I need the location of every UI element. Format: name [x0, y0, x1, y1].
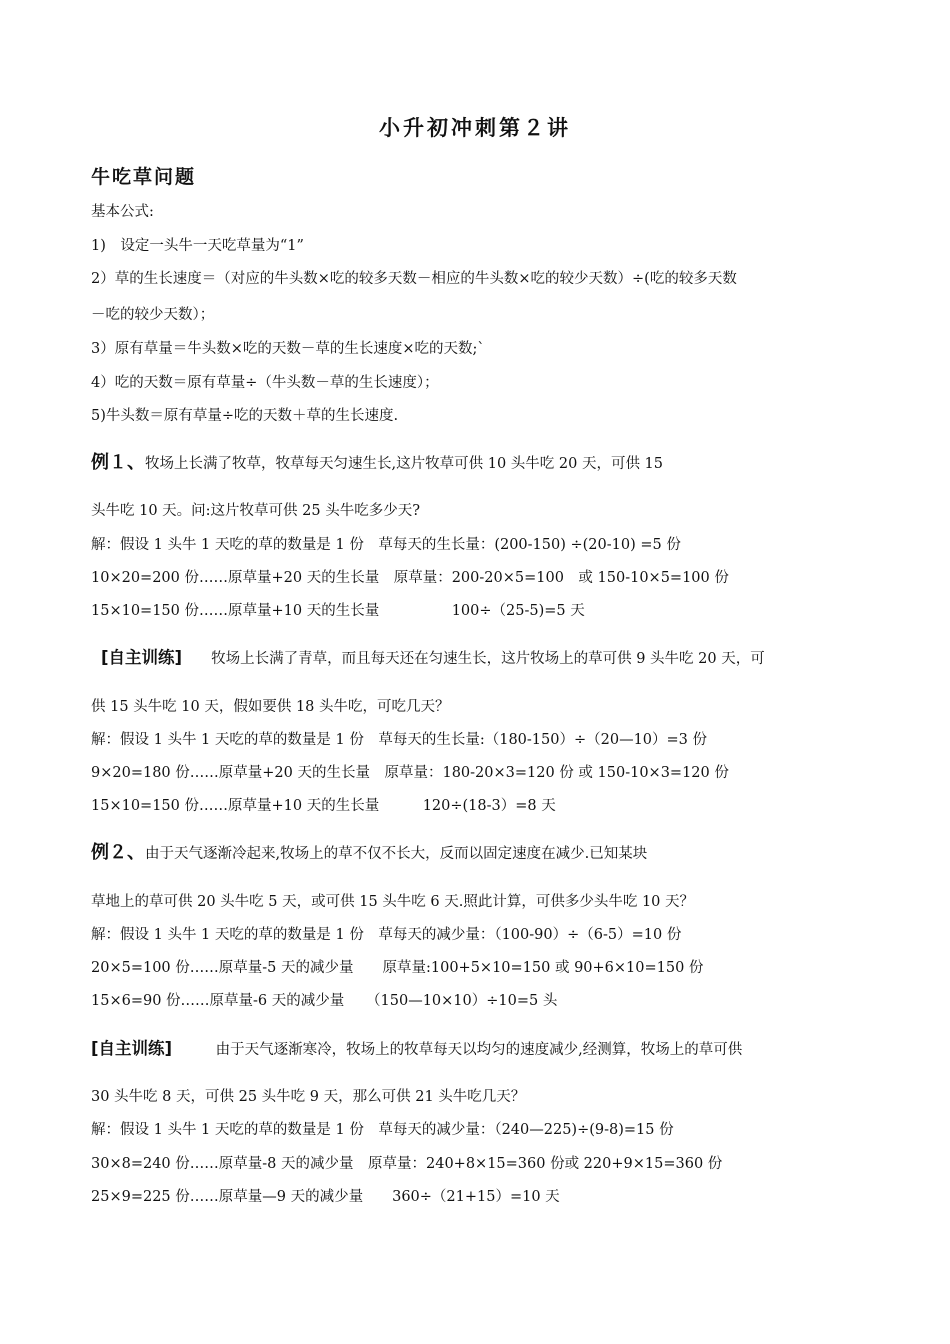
formula-heading: 基本公式:	[91, 204, 154, 220]
training-2-solution-3: 25×9=225 份……原草量—9 天的减少量 360÷（21+15）=10 天	[91, 1189, 560, 1205]
formula-line-5: 5)牛头数＝原有草量÷吃的天数＋草的生长速度.	[91, 408, 399, 424]
training-1-text: 牧场上长满了青草，而且每天还在匀速生长，这片牧场上的草可供 9 头牛吃 20 天，可	[211, 651, 765, 667]
training-1-solution-2: 9×20=180 份……原草量+20 天的生长量 原草量：180-20×3=120 份 或 150-10×3=120 份	[91, 765, 729, 781]
example-2-heading	[91, 844, 647, 863]
example-1-heading	[91, 454, 663, 473]
training-1-label: [自主训练]	[101, 648, 183, 667]
example-2-solution-2: 20×5=100 份……原草量-5 天的减少量 原草量:100+5×10=150 或 90+6×10=150 份	[91, 960, 704, 976]
example-1-solution-1: 解：假设 1 头牛 1 天吃的草的数量是 1 份 草每天的生长量：(200-150) ÷(20-10) =5 份	[91, 537, 681, 553]
training-1-heading	[101, 649, 765, 668]
example-2-solution-3: 15×6=90 份……原草量-6 天的减少量 （150—10×10）÷10=5 头	[91, 993, 558, 1009]
example-2-text-cont: 草地上的草可供 20 头牛吃 5 天，或可供 15 头牛吃 6 天.照此计算，可供多少头牛吃 10 天？	[91, 894, 695, 910]
training-2-solution-2: 30×8=240 份……原草量-8 天的减少量 原草量：240+8×15=360 份或 220+9×15=360 份	[91, 1156, 723, 1172]
example-1-solution-3: 15×10=150 份……原草量+10 天的生长量 100÷（25-5)=5 天	[91, 603, 585, 619]
example-2-label: 例２、	[91, 842, 145, 863]
example-1-label: 例１、	[91, 452, 145, 473]
example-1-solution-2: 10×20=200 份……原草量+20 天的生长量 原草量：200-20×5=100 或 150-10×5=100 份	[91, 570, 729, 586]
training-2-heading	[91, 1040, 742, 1059]
training-2-text-cont: 30 头牛吃 8 天，可供 25 头牛吃 9 天，那么可供 21 头牛吃几天？	[91, 1089, 526, 1105]
example-1-text-cont: 头牛吃 10 天。问:这片牧草可供 25 头牛吃多少天?	[91, 503, 420, 519]
example-2-solution-1: 解：假设 1 头牛 1 天吃的草的数量是 1 份 草每天的减少量：（100-90）÷（6-5）=10 份	[91, 927, 682, 943]
section-title: 牛吃草问题	[91, 166, 197, 188]
formula-line-4: 4）吃的天数＝原有草量÷（牛头数－草的生长速度）；	[91, 375, 439, 391]
training-2-text: 由于天气逐渐寒冷，牧场上的牧草每天以均匀的速度减少,经测算，牧场上的草可供	[215, 1042, 743, 1058]
formula-line-1: 1) 设定一头牛一天吃草量为“1”	[91, 238, 304, 254]
training-1-solution-1: 解：假设 1 头牛 1 天吃的草的数量是 1 份 草每天的生长量:（180-150）÷（20—10）=3 份	[91, 732, 707, 748]
example-1-text: 牧场上长满了牧草，牧草每天匀速生长,这片牧草可供 10 头牛吃 20 天，可供 15	[145, 456, 664, 472]
formula-line-2: 2）草的生长速度＝（对应的牛头数×吃的较多天数－相应的牛头数×吃的较少天数）÷(吃的较多天数	[91, 271, 737, 287]
training-2-solution-1: 解：假设 1 头牛 1 天吃的草的数量是 1 份 草每天的减少量：（240—225)÷(9-8)=15 份	[91, 1122, 674, 1138]
example-2-text: 由于天气逐渐冷起来,牧场上的草不仅不长大，反而以固定速度在减少.已知某块	[145, 846, 648, 862]
page-title: 小升初冲刺第２讲	[379, 116, 571, 140]
training-1-solution-3: 15×10=150 份……原草量+10 天的生长量 120÷(18-3）=8 天	[91, 798, 556, 814]
training-1-text-cont: 供 15 头牛吃 10 天，假如要供 18 头牛吃，可吃几天？	[91, 699, 450, 715]
training-2-label: [自主训练]	[91, 1039, 173, 1058]
formula-line-2-cont: －吃的较少天数）；	[91, 307, 215, 323]
formula-line-3: 3）原有草量＝牛头数×吃的天数－草的生长速度×吃的天数;`	[91, 341, 485, 357]
